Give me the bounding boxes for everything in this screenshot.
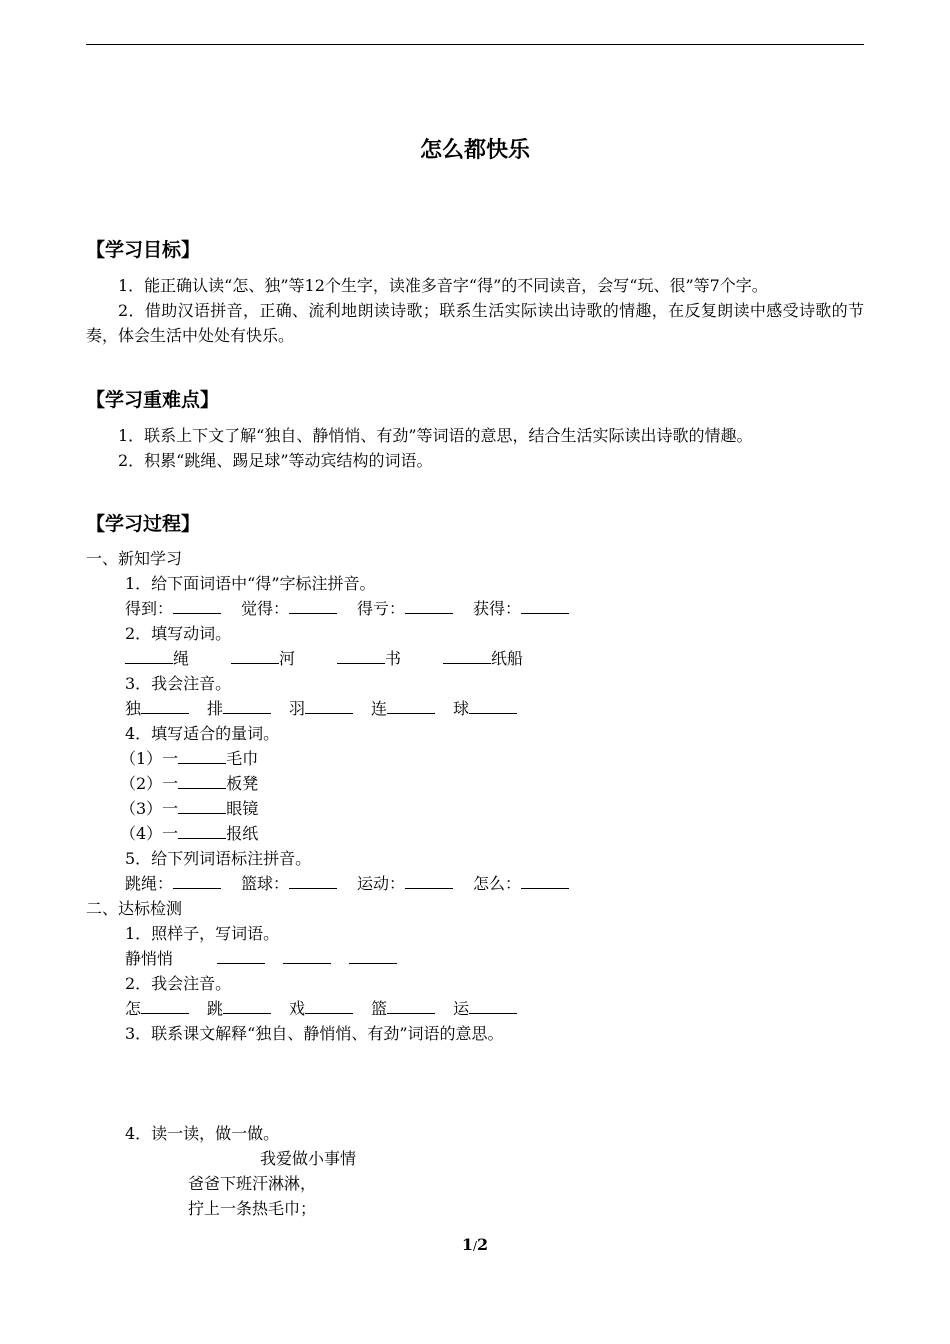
- word: 怎么：: [473, 874, 522, 893]
- goal-item: 2．借助汉语拼音，正确、流利地朗读诗歌；联系生活实际读出诗歌的情趣，在反复朗读中感受诗歌的节奏，体会生活中处处有快乐。: [86, 301, 864, 345]
- answer-blank[interactable]: [141, 996, 189, 1014]
- answer-blank[interactable]: [387, 996, 435, 1014]
- page-number: [0, 1234, 950, 1257]
- question-prompt: 2．我会注音。: [125, 974, 232, 993]
- word: 连: [371, 699, 388, 718]
- part-label: 一、新知学习: [86, 549, 183, 568]
- answer-blank[interactable]: [305, 696, 353, 714]
- answer-blank[interactable]: [178, 796, 226, 814]
- answer-blank[interactable]: [469, 696, 517, 714]
- section-goals: [86, 236, 864, 348]
- word: 得到：: [125, 599, 174, 618]
- question-prompt: 2．填写动词。: [125, 624, 232, 643]
- word: 运: [453, 999, 470, 1018]
- word: 跳: [207, 999, 224, 1018]
- section-heading: 【学习重难点】: [86, 389, 220, 411]
- example-word: 静悄悄: [125, 949, 174, 968]
- word: 球: [453, 699, 470, 718]
- poem-title: 我爱做小事情: [260, 1149, 357, 1168]
- current-page: 1: [461, 1235, 473, 1254]
- answer-blank[interactable]: [387, 696, 435, 714]
- answer-blank[interactable]: [349, 946, 397, 964]
- word: 觉得：: [241, 599, 290, 618]
- answer-blank[interactable]: [178, 746, 226, 764]
- word: 怎: [125, 999, 142, 1018]
- item-noun: 报纸: [226, 824, 259, 843]
- key-point-item: 2．积累“跳绳、踢足球”等动宾结构的词语。: [118, 451, 433, 470]
- question-prompt: 1．照样子，写词语。: [125, 924, 280, 943]
- answer-blank[interactable]: [125, 646, 173, 664]
- item-prefix: （1）一: [120, 749, 179, 768]
- answer-blank[interactable]: [305, 996, 353, 1014]
- measure-word-item: [86, 746, 864, 771]
- word: 篮球：: [241, 874, 290, 893]
- question-prompt: 3．我会注音。: [125, 674, 232, 693]
- answer-blank[interactable]: [283, 946, 331, 964]
- answer-blank[interactable]: [173, 871, 221, 889]
- section-heading: 【学习目标】: [86, 239, 201, 261]
- question-answers: [86, 596, 864, 621]
- answer-blank[interactable]: [469, 996, 517, 1014]
- answer-blank[interactable]: [231, 646, 279, 664]
- item-prefix: （3）一: [120, 799, 179, 818]
- answer-blank[interactable]: [521, 596, 569, 614]
- question-answers: [86, 696, 864, 721]
- item-noun: 毛巾: [226, 749, 259, 768]
- word: 篮: [371, 999, 388, 1018]
- question-answers: [86, 871, 864, 896]
- section-process: [86, 510, 864, 1221]
- word: 独: [125, 699, 142, 718]
- item-noun: 眼镜: [226, 799, 259, 818]
- answer-blank[interactable]: [289, 871, 337, 889]
- measure-word-item: [86, 821, 864, 846]
- question-answers: [86, 996, 864, 1021]
- poem-line: 拧上一条热毛巾；: [188, 1199, 317, 1218]
- word: 戏: [289, 999, 306, 1018]
- question-prompt: 4．填写适合的量词。: [125, 724, 280, 743]
- item-prefix: （4）一: [120, 824, 179, 843]
- question-answers: [86, 646, 864, 671]
- measure-word-item: [86, 771, 864, 796]
- word: 运动：: [357, 874, 406, 893]
- question-prompt: 5．给下列词语标注拼音。: [125, 849, 312, 868]
- word: 河: [279, 649, 296, 668]
- answer-blank[interactable]: [178, 821, 226, 839]
- document-title: 怎么都快乐: [419, 138, 530, 163]
- header-rule: [86, 44, 864, 45]
- answer-blank[interactable]: [289, 596, 337, 614]
- answer-blank[interactable]: [217, 946, 265, 964]
- page-separator: /: [472, 1239, 478, 1253]
- answer-blank[interactable]: [405, 871, 453, 889]
- word: 跳绳：: [125, 874, 174, 893]
- measure-word-item: [86, 796, 864, 821]
- answer-blank[interactable]: [405, 596, 453, 614]
- item-noun: 板凳: [226, 774, 259, 793]
- answer-blank[interactable]: [223, 696, 271, 714]
- item-prefix: （2）一: [120, 774, 179, 793]
- word: 获得：: [473, 599, 522, 618]
- word: 得亏：: [357, 599, 406, 618]
- poem-line: 爸爸下班汗淋淋，: [188, 1174, 317, 1193]
- word: 绳: [173, 649, 190, 668]
- answer-blank[interactable]: [337, 646, 385, 664]
- answer-blank[interactable]: [223, 996, 271, 1014]
- total-pages: 2: [477, 1235, 489, 1254]
- section-heading: 【学习过程】: [86, 513, 201, 535]
- word: 纸船: [491, 649, 524, 668]
- word: 羽: [289, 699, 306, 718]
- answer-blank[interactable]: [141, 696, 189, 714]
- answer-blank[interactable]: [178, 771, 226, 789]
- key-point-item: 1．联系上下文了解“独自、静悄悄、有劲”等词语的意思，结合生活实际读出诗歌的情趣。: [118, 426, 753, 445]
- answer-space[interactable]: [86, 1046, 864, 1121]
- question-prompt: 3．联系课文解释“独自、静悄悄、有劲”词语的意思。: [125, 1024, 504, 1043]
- section-key-points: [86, 386, 864, 473]
- answer-blank[interactable]: [521, 871, 569, 889]
- part-label: 二、达标检测: [86, 899, 183, 918]
- question-prompt: 4．读一读，做一做。: [125, 1124, 280, 1143]
- answer-blank[interactable]: [443, 646, 491, 664]
- goal-item: 1．能正确认读“怎、独”等12个生字，读准多音字“得”的不同读音，会写“玩、很”等7个字。: [118, 276, 768, 295]
- question-prompt: 1．给下面词语中“得”字标注拼音。: [125, 574, 376, 593]
- word: 书: [385, 649, 402, 668]
- answer-blank[interactable]: [173, 596, 221, 614]
- question-answers: [86, 946, 864, 971]
- word: 排: [207, 699, 224, 718]
